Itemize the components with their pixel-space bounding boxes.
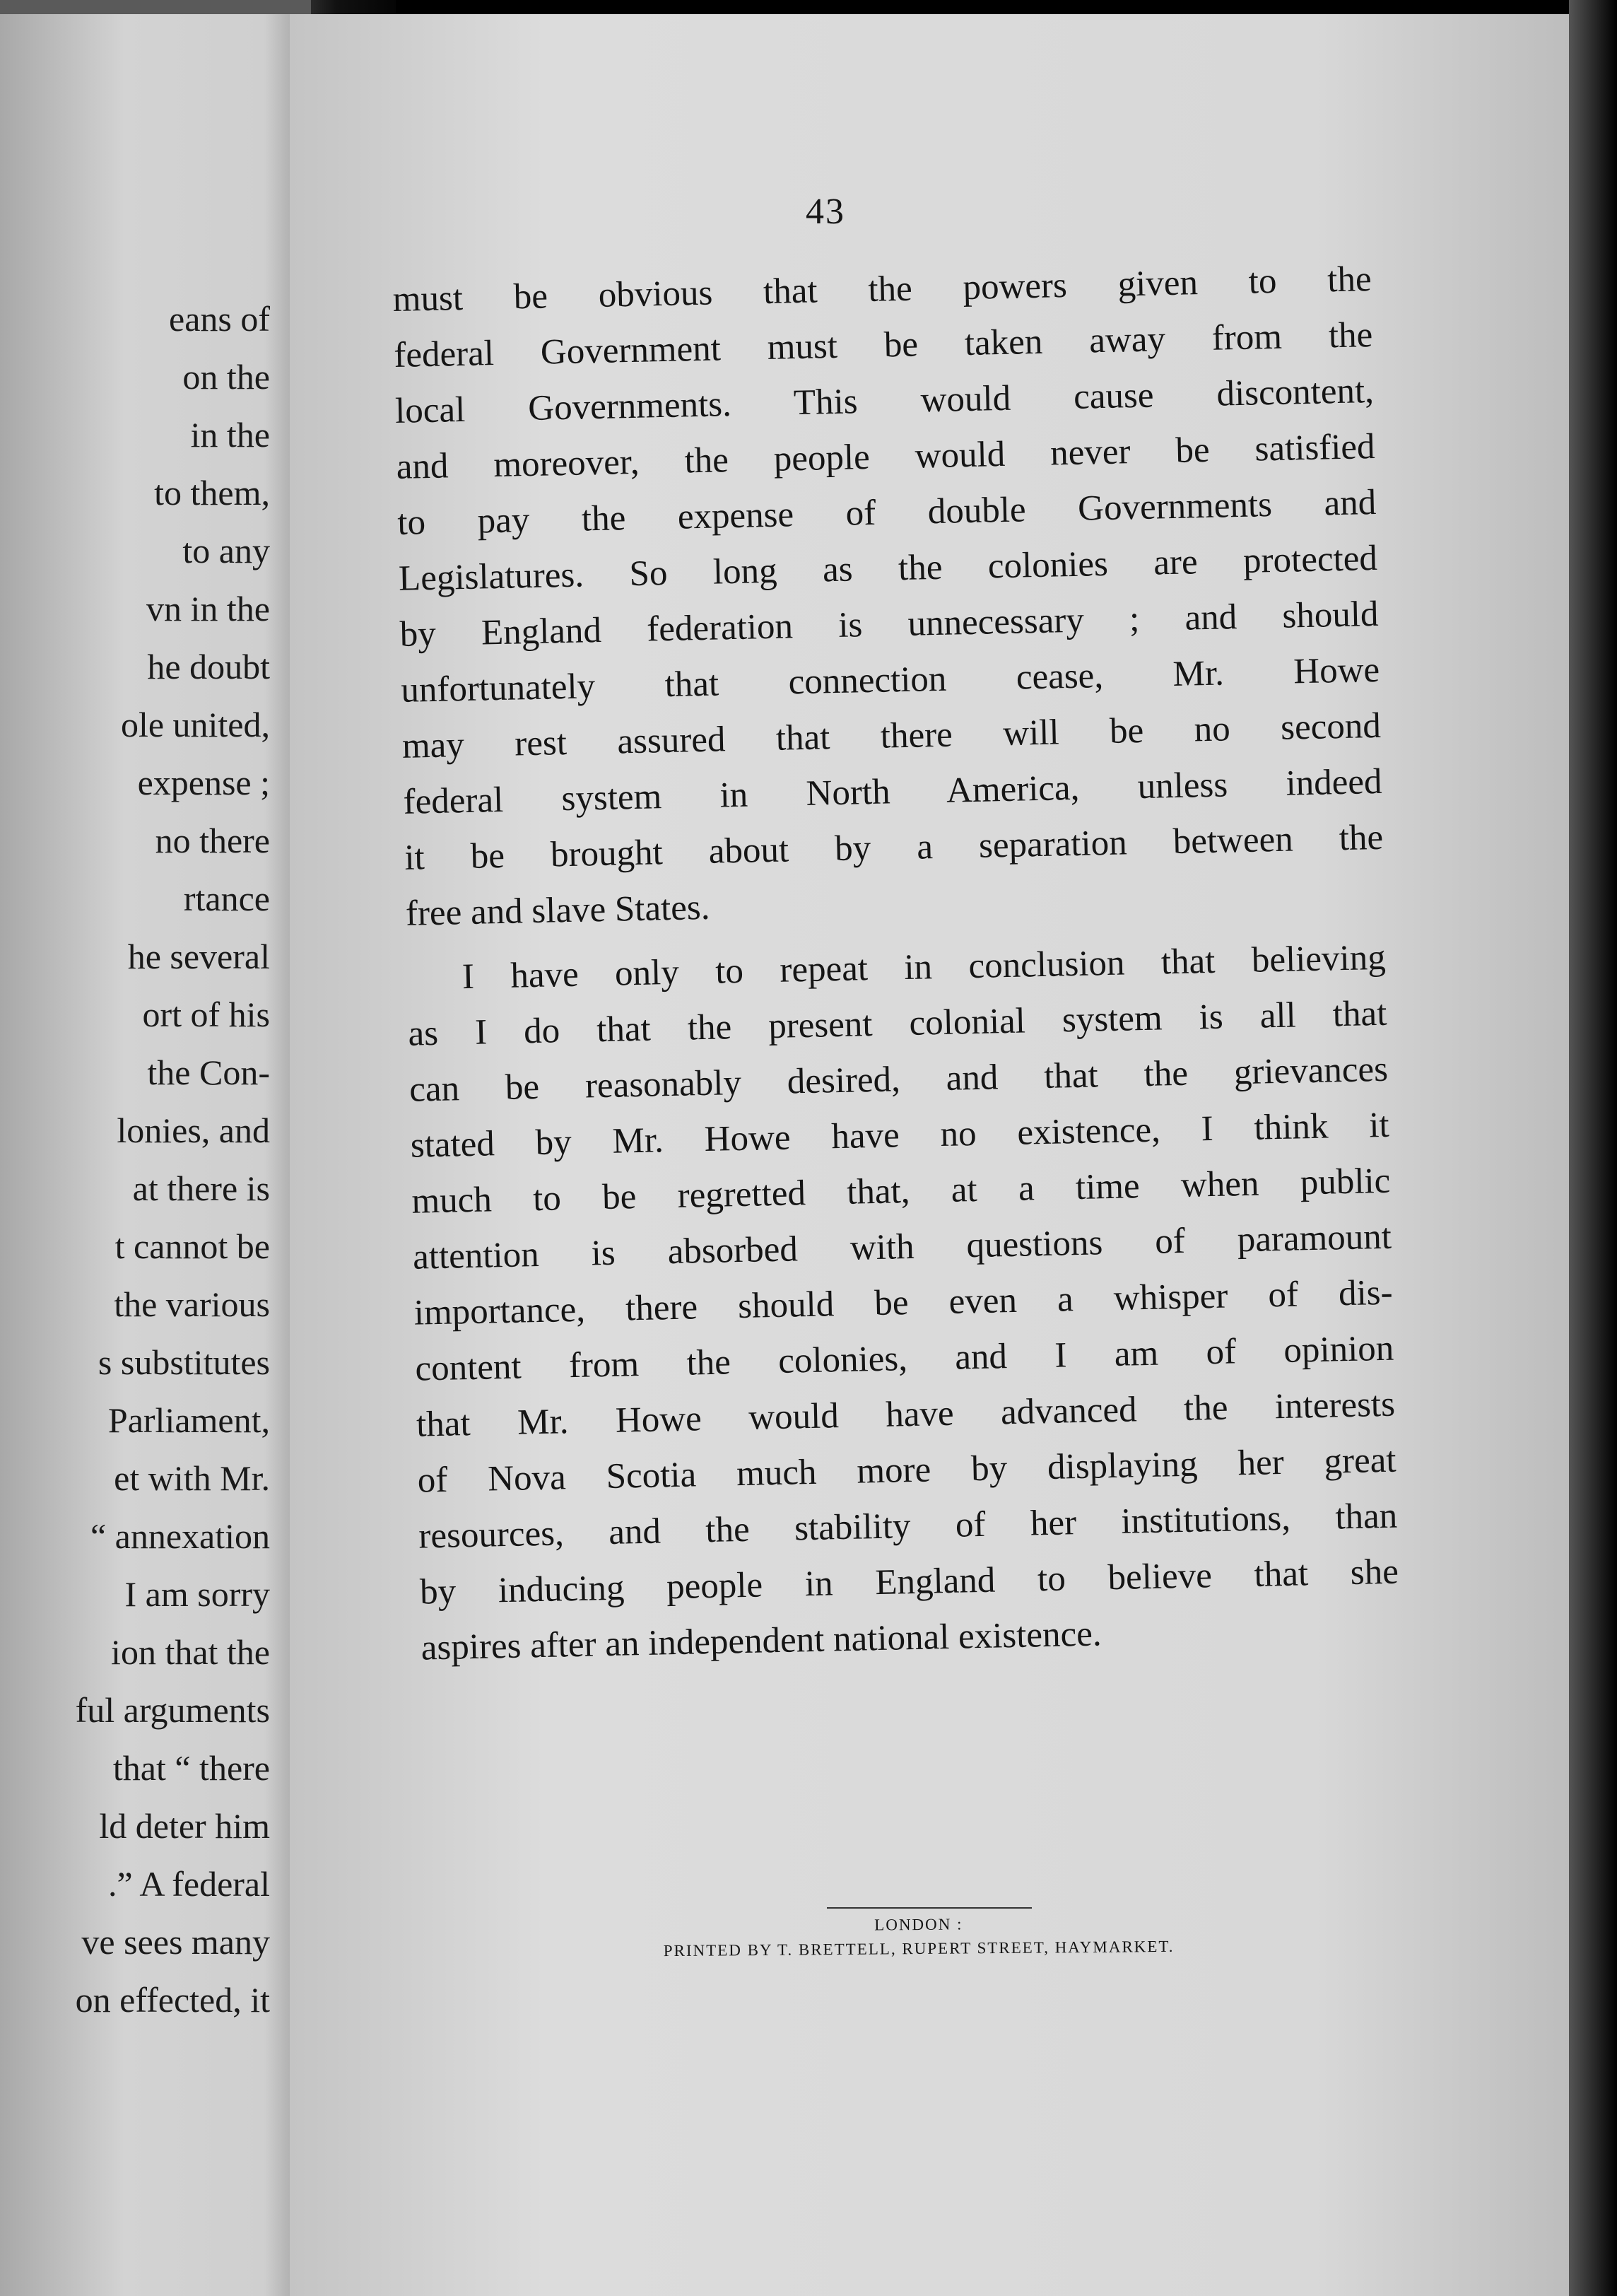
left-page-line: ion that the — [111, 1632, 270, 1672]
text-line: federal Government must be taken away from the — [393, 315, 1373, 375]
left-page-line: in the — [190, 415, 270, 455]
left-page-line: he several — [127, 937, 270, 976]
left-page-line: the Con- — [147, 1053, 270, 1092]
text-line: and moreover, the people would never be satisfied — [396, 426, 1376, 487]
left-page-line: no there — [155, 821, 270, 860]
left-page-line: that “ there — [112, 1748, 270, 1788]
left-page-line: lonies, and — [117, 1111, 270, 1150]
imprint-printer: PRINTED BY T. BRETTELL, RUPERT STREET, HAYMARKET. — [663, 1937, 1175, 1960]
left-page-line: he doubt — [147, 647, 270, 686]
left-page-line: expense ; — [137, 763, 270, 802]
text-line: attention is absorbed with questions of paramount — [412, 1217, 1392, 1277]
text-line: to pay the expense of double Governments and — [396, 482, 1377, 543]
left-page-line: at there is — [132, 1168, 270, 1208]
left-page-line: I am sorry — [124, 1574, 270, 1614]
text-line: content from the colonies, and I am of opinion — [414, 1328, 1394, 1389]
left-page-line: “ annexation — [90, 1516, 270, 1556]
imprint-city: LONDON : — [874, 1915, 963, 1934]
left-page-line: s substitutes — [98, 1342, 270, 1382]
left-page-line: rtance — [183, 879, 270, 918]
text-line: must be obvious that the powers given to the — [392, 259, 1372, 320]
left-page-line: ful arguments — [75, 1690, 270, 1730]
text-line: of Nova Scotia much more by displaying her great — [417, 1440, 1397, 1501]
text-line: free and slave States. — [405, 887, 711, 934]
page-number: 43 — [806, 192, 845, 232]
text-line: by England federation is unnecessary ; and should — [399, 594, 1380, 655]
left-page-line: .” A federal — [107, 1864, 270, 1904]
imprint-rule — [827, 1907, 1032, 1909]
text-line: can be reasonably desired, and that the grievances — [408, 1049, 1389, 1110]
text-line: aspires after an independent national existence. — [421, 1614, 1102, 1668]
left-page-line: ve sees many — [81, 1922, 270, 1962]
text-line: as I do that the present colonial system is all that — [407, 993, 1387, 1054]
left-page-line: t cannot be — [114, 1226, 270, 1266]
left-page-top-edge — [0, 0, 311, 14]
text-line: resources, and the stability of her institutions, than — [418, 1496, 1398, 1557]
left-page-line: Parliament, — [107, 1400, 270, 1440]
left-page — [0, 0, 311, 2296]
text-line: Legislatures. So long as the colonies are protected — [398, 538, 1378, 599]
left-page-line: vn in the — [146, 589, 270, 628]
text-line: unfortunately that connection cease, Mr. Howe — [400, 650, 1380, 710]
left-page-line: ort of his — [142, 995, 270, 1034]
left-page-line: ld deter him — [99, 1806, 270, 1846]
body-text — [392, 252, 1400, 1677]
left-page-line: ole united, — [120, 705, 270, 744]
text-line: stated by Mr. Howe have no existence, I think it — [410, 1105, 1390, 1166]
paragraph — [392, 252, 1385, 942]
right-page-edge — [1569, 0, 1617, 2296]
left-page-line: on the — [182, 357, 270, 397]
left-page-line: et with Mr. — [114, 1458, 270, 1498]
left-page-line: to them, — [154, 473, 270, 512]
paragraph — [406, 930, 1400, 1677]
text-line: it be brought about by a separation between the — [404, 817, 1384, 878]
text-line: I have only to repeat in conclusion that believing — [461, 937, 1387, 997]
text-line: may rest assured that there will be no second — [401, 705, 1382, 766]
left-page-text — [0, 290, 311, 2029]
text-line: by inducing people in England to believe that she — [419, 1552, 1399, 1612]
left-page-line: to any — [182, 531, 270, 570]
left-page-line: the various — [114, 1284, 270, 1324]
text-line: much to be regretted that, at a time when public — [411, 1161, 1391, 1222]
text-line: that Mr. Howe would have advanced the interests — [416, 1384, 1396, 1445]
left-page-line: on effected, it — [75, 1980, 270, 2020]
text-line: local Governments. This would cause discontent, — [394, 370, 1375, 431]
printer-imprint — [580, 1910, 1259, 1964]
left-page-line: eans of — [169, 299, 270, 339]
text-line: federal system in North America, unless indeed — [403, 761, 1382, 822]
text-line: importance, there should be even a whisper of dis- — [413, 1272, 1394, 1333]
